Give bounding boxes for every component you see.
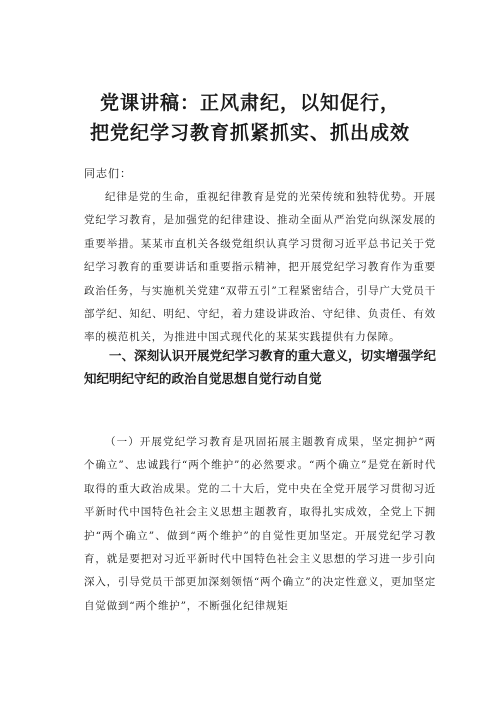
document-title-line-2: 把党纪学习教育抓紧抓实、抓出成效 xyxy=(89,122,410,144)
section-1-paragraph: （一）开展党纪学习教育是巩固拓展主题教育成果，坚定拥护“两个确立”、忠诚践行“两个维护”的必然要求。“两个确立”是党在新时代取得的重大政治成果。党的二十大后，党中央在全党开展学习贯彻习近平新时代中国特色社会主义思想主题教育，取得扎实成效，全党上下拥护“两个确立”、做到“两个维护”的自觉性更加坚定。开展党纪学习教育，就是要把对习近平新时代中国特色社会主义思想的学习进一步引向深入，引导党员干部更加深刻领悟“两个确立”的决定性意义，更加坚定自觉做到“两个维护”，不断强化纪律规矩 xyxy=(84,436,436,612)
intro-paragraph: 纪律是党的生命，重视纪律教育是党的光荣传统和独特优势。开展党纪学习教育，是加强党的纪律建设、推动全面从严治党向纵深发展的重要举措。某某市直机关各级党组织认真学习贯彻习近平总书记关于党纪学习教育的重要讲话和重要指示精神，把开展党纪学习教育作为重要政治任务，与实施机关党建“双带五引”工程紧密结合，引导广大党员干部学纪、知纪、明纪、守纪，着力建设讲政治、守纪律、负责任、有效率的模范机关，为推进中国式现代化的某某实践提供有力保障。 xyxy=(84,191,436,344)
greeting: 同志们： xyxy=(84,167,132,180)
document-title-line-1: 党课讲稿：正风肃纪，以知促行， xyxy=(99,92,400,114)
section-1-heading: 一、深刻认识开展党纪学习教育的重大意义，切实增强学纪知纪明纪守纪的政治自觉思想自觉行动自觉 xyxy=(84,348,436,386)
